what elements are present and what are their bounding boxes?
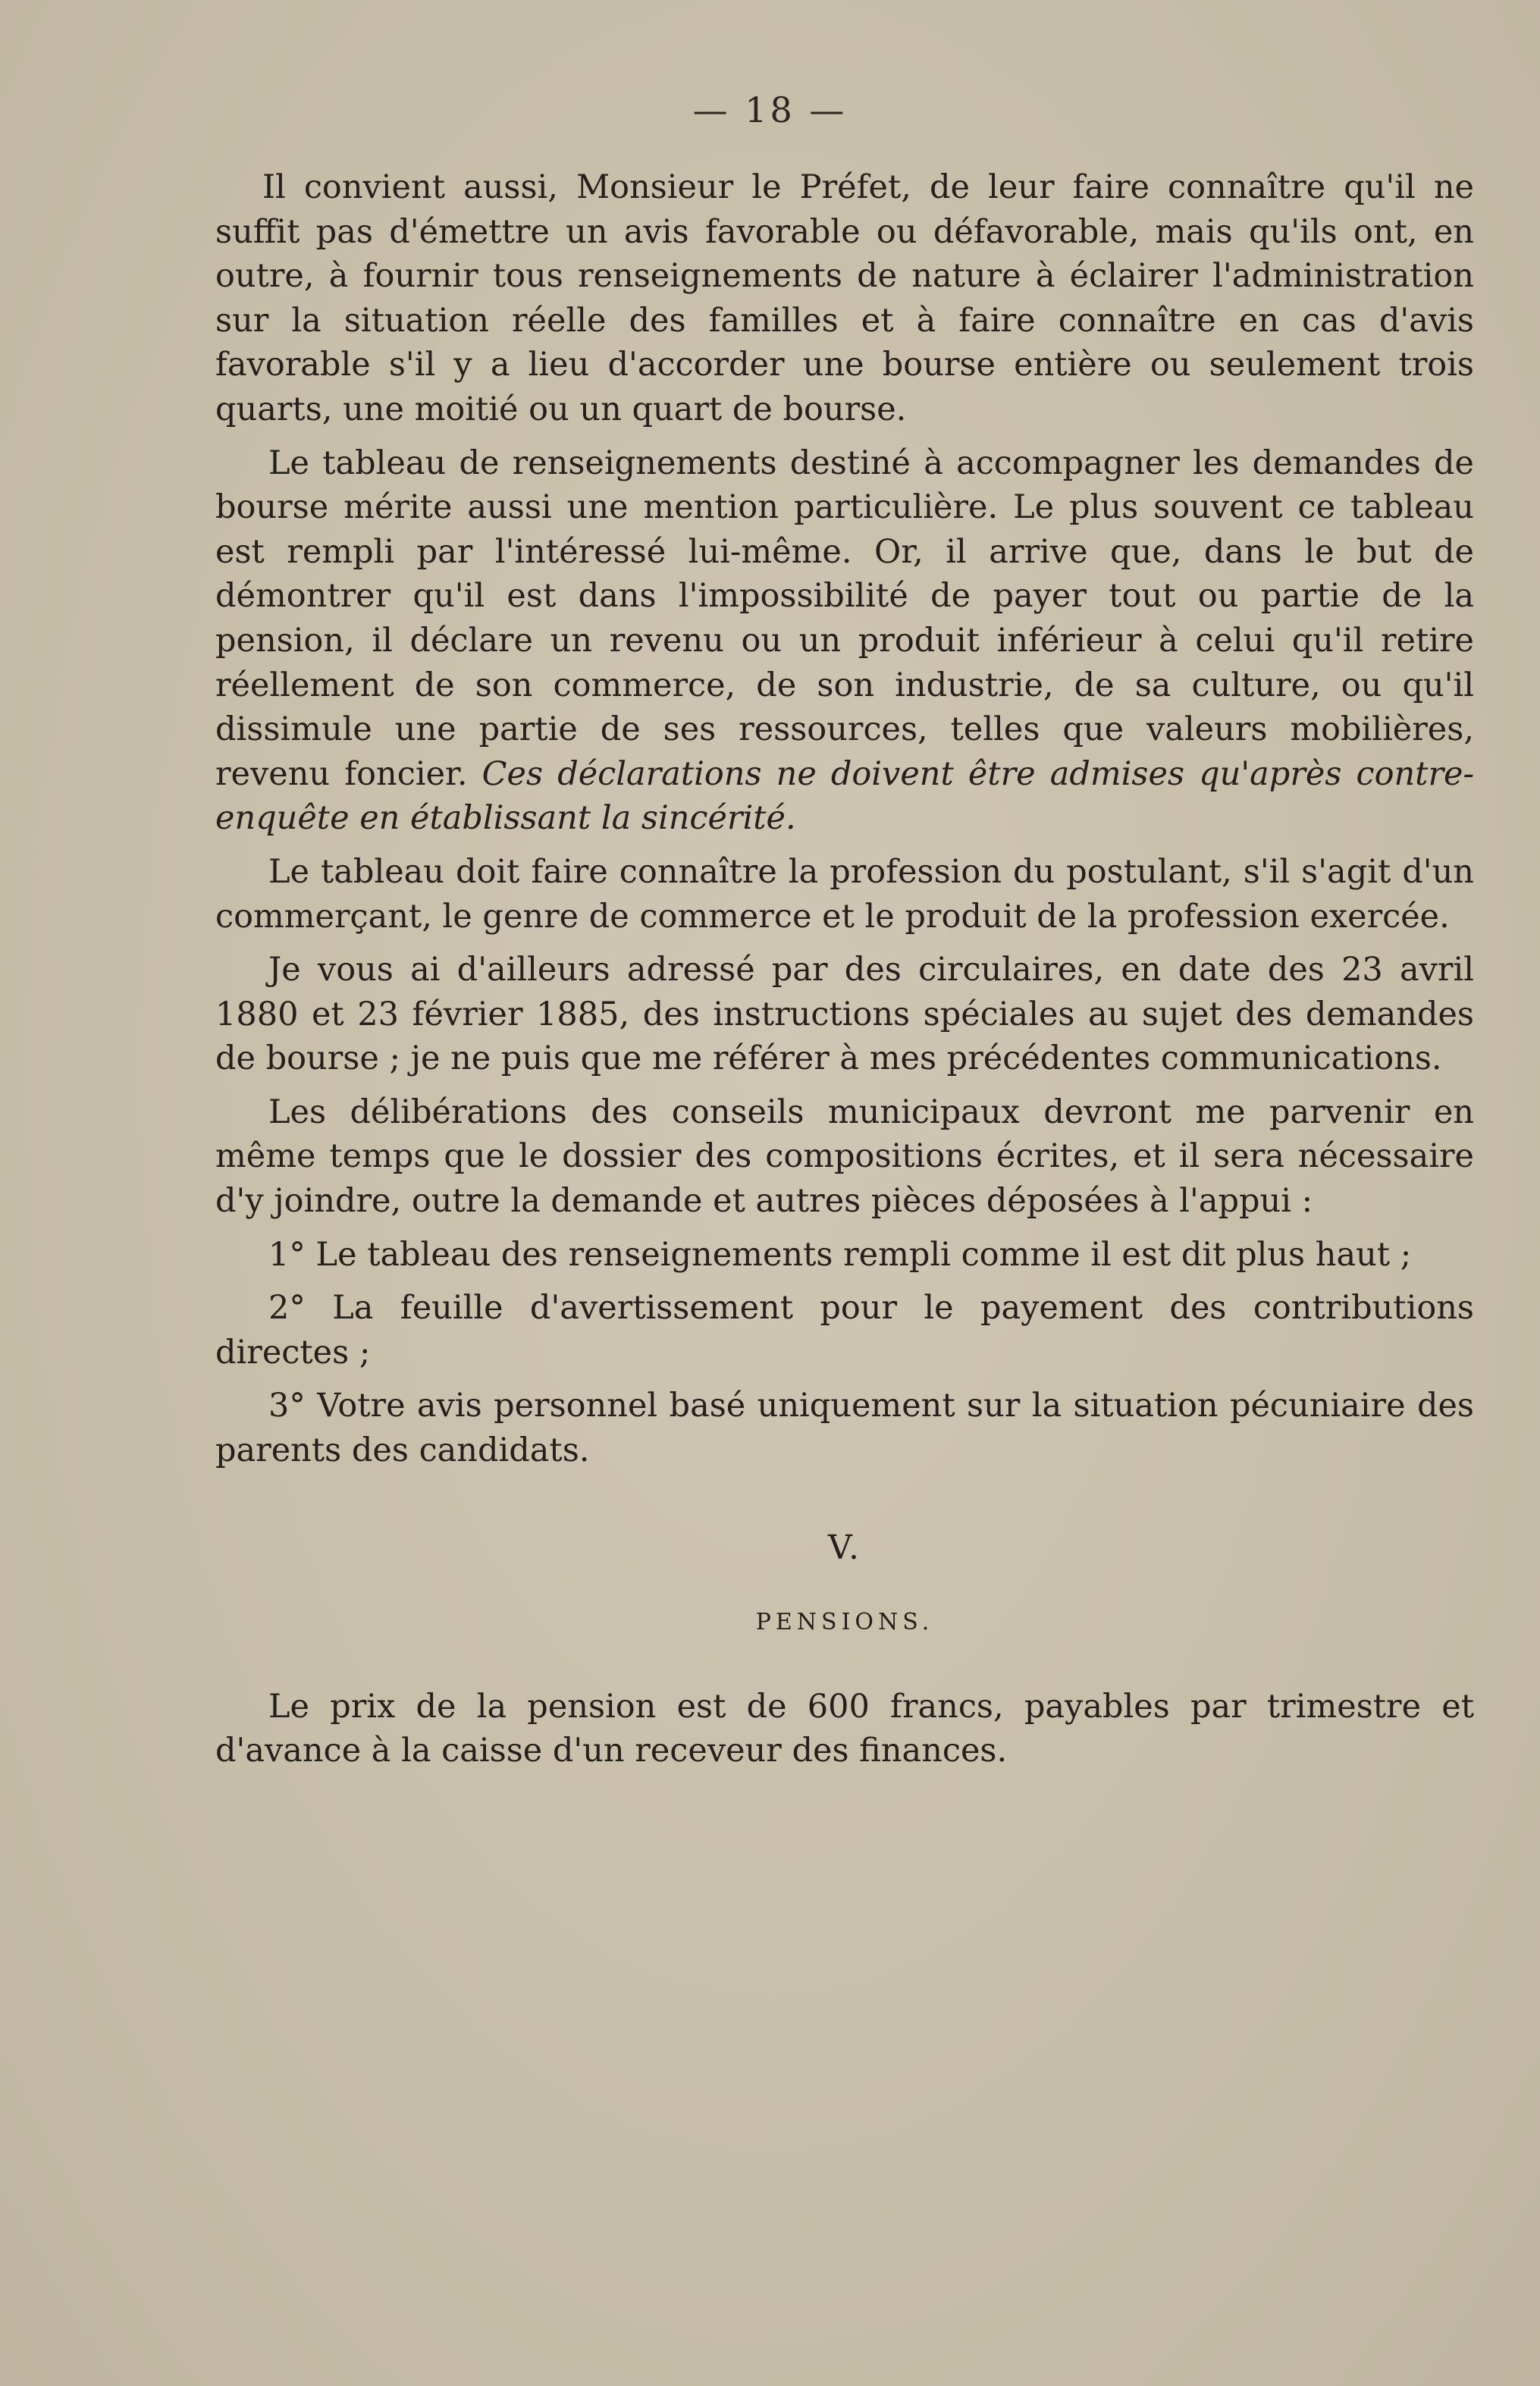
paragraph-tableau-text: Le tableau de renseignements destiné à accompagner les demandes de bourse mérite aussi une mention particulière. Le plus souvent ce tableau est rempli par l'intéressé lui-même. Or, il arrive que, dans le but de démontrer qu'il est dans l'impossibilité de payer tout ou partie de la pension, il déclare un revenu ou un produit inférieur à celui qu'il retire réellement de son commerce, de son industrie, de sa culture, ou qu'il dissimule une partie de ses ressources, telles que valeurs mobilières, revenu foncier. <box>215 444 1474 793</box>
body-text <box>215 165 1474 1773</box>
page-number: — 18 — <box>692 89 848 130</box>
paragraph-prefet-advice: Il convient aussi, Monsieur le Préfet, de leur faire connaître qu'il ne suffit pas d'émettre un avis favorable ou défavorable, mais qu'ils ont, en outre, à fournir tous renseignements de nature à éclairer l'administration sur la situation réelle des familles et à faire connaître en cas d'avis favorable s'il y a lieu d'accorder une bourse entière ou seulement trois quarts, une moitié ou un quart de bourse. <box>215 168 1474 428</box>
paragraph-deliberations: Les délibérations des conseils municipaux devront me parvenir en même temps que le dossier des compositions écrites, et il sera nécessaire d'y joindre, outre la demande et autres pièces déposées à l'appui : <box>215 1093 1474 1221</box>
list-item-3: 3° Votre avis personnel basé uniquement sur la situation pécuniaire des parents des candidats. <box>215 1387 1474 1470</box>
list-item-2: 2° La feuille d'avertissement pour le payement des contributions directes ; <box>215 1289 1474 1372</box>
paragraph-profession: Le tableau doit faire connaître la profession du postulant, s'il s'agit d'un commerçant, le genre de commerce et le produit de la profession exercée. <box>215 852 1474 936</box>
section-numeral: V. <box>827 1528 862 1567</box>
section-title: PENSIONS. <box>755 1609 934 1636</box>
paragraph-circulaires: Je vous ai d'ailleurs adressé par des circulaires, en date des 23 avril 1880 et 23 février 1885, des instructions spéciales au sujet des demandes de bourse ; je ne puis que me référer à mes précédentes communications. <box>215 951 1474 1078</box>
paragraph-pension-price: Le prix de la pension est de 600 francs, payables par trimestre et d'avance à la caisse d'un receveur des finances. <box>215 1687 1474 1770</box>
paragraph-tableau-renseignements <box>215 441 1474 841</box>
list-item-1: 1° Le tableau des renseignements rempli comme il est dit plus haut ; <box>268 1235 1412 1274</box>
italic-contre-enquete: Ces déclarations ne doivent être admises qu'après contre-enquête en établissant la sincérité. <box>215 754 1474 838</box>
